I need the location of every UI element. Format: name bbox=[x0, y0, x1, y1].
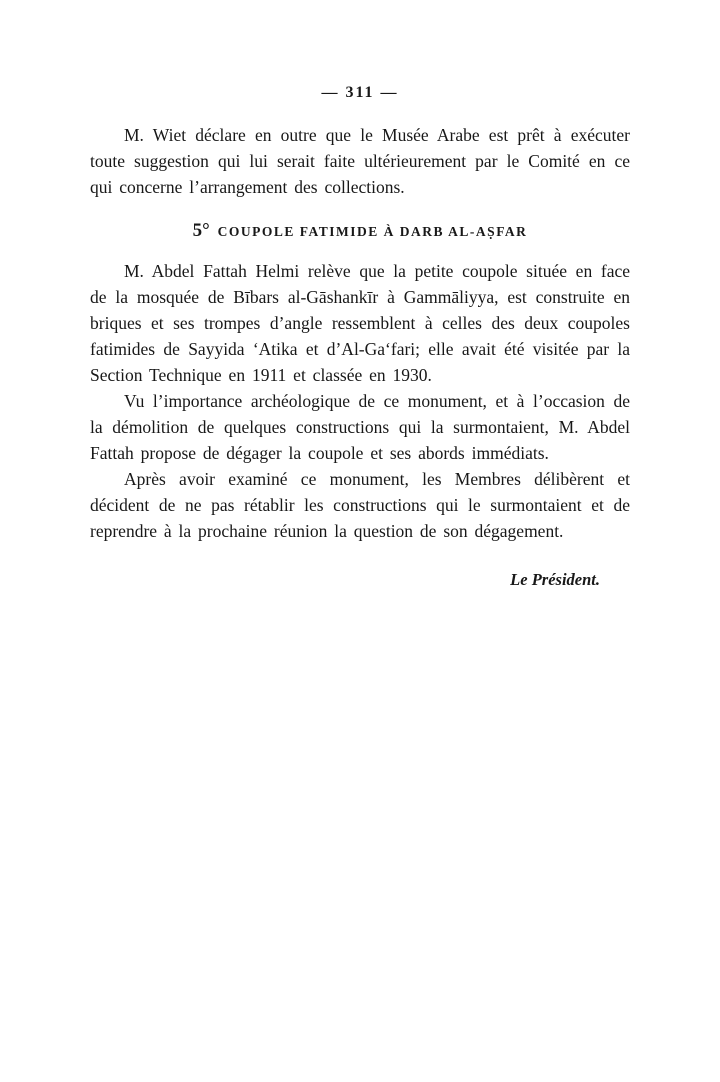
section-title: COUPOLE FATIMIDE À DARB AL-AṢFAR bbox=[217, 224, 528, 239]
text-block bbox=[90, 84, 630, 590]
page-number: — 311 — bbox=[321, 84, 399, 101]
section-number: 5° bbox=[192, 220, 210, 241]
paragraph-decision: Après avoir examiné ce monument, les Membres délibèrent et décident de ne pas rétablir les constructions qui le surmontaient et de reprendre à la prochaine réunion la question de son dégagement. bbox=[90, 469, 630, 541]
paragraph-wiet-declaration: M. Wiet déclare en outre que le Musée Arabe est prêt à exécuter toute suggestion qui lui serait faite ultérieurement par le Comité en ce qui concerne l’arrangement des collections. bbox=[90, 125, 630, 197]
signature-le-president: Le Président. bbox=[510, 570, 600, 589]
paragraph-proposition: Vu l’importance archéologique de ce monument, et à l’occasion de la démolition de quelques constructions qui la surmontaient, M. Abdel Fattah propose de dégager la coupole et ses abords immédiats. bbox=[90, 391, 630, 463]
paragraph-coupole-description: M. Abdel Fattah Helmi relève que la petite coupole située en face de la mosquée de Bībars al-Gāshankīr à Gammāliyya, est construite en briques et ses trompes d’angle ressemblent à celles des deux coupoles fatimides de Sayyida ‘Atika et d’Al-Ga‘fari; elle avait été visitée par la Section Technique en 1911 et classée en 1930. bbox=[90, 261, 630, 385]
section-heading bbox=[90, 220, 630, 242]
